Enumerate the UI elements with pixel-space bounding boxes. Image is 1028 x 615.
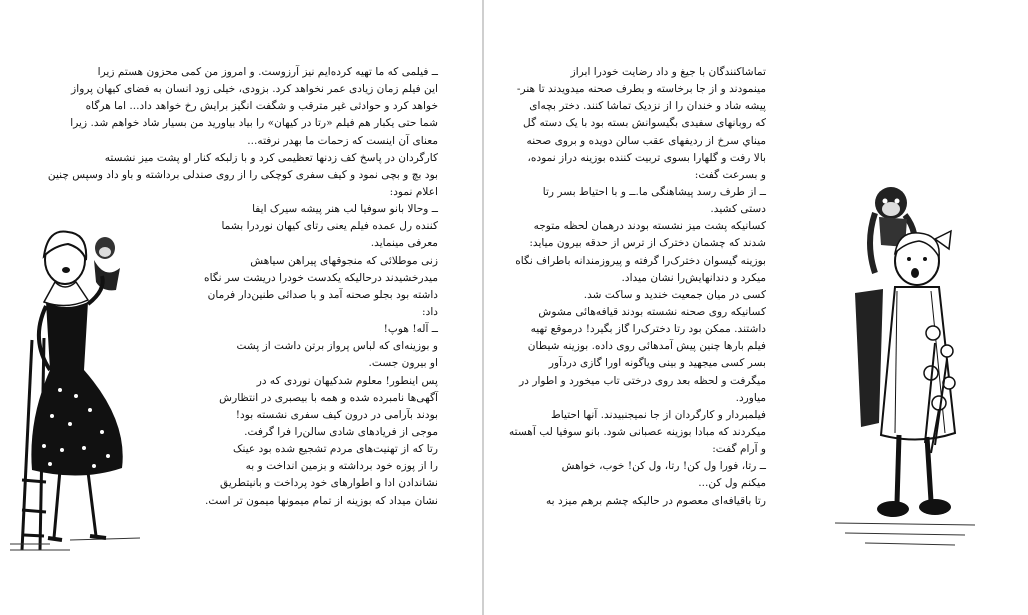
- text-line: کننده رل عمده فیلم یعنی رتای کیهان نوردرا بشما: [221, 220, 438, 233]
- text-line: نشان میداد که بوزینه از تمام میمونها میمون تر است.: [205, 494, 438, 507]
- text-line: و آرام گفت:: [712, 443, 766, 456]
- text-line: کسانیکه روی صحنه نشسته بودند قیافه‌هائی مشوش: [538, 305, 766, 318]
- text-line: نشاندادن ادا و اطوارهای خود پرداخت و بانیتطریق: [220, 477, 438, 490]
- text-line: میگرفت و لحظه بعد روی درختی تاب میخورد و اطوار در: [519, 374, 766, 387]
- text-line: ــ فیلمی که ما تهیه کرده‌ایم نیز آرزوست. و امروز من کمی محزون هستم زیرا: [97, 66, 438, 78]
- right-page-text: [508, 64, 766, 510]
- text-line: موجی از فریادهای شادی سالن‌را فرا گرفت.: [244, 425, 438, 438]
- text-line: میکردند که مبادا بوزینه عصبانی شود. بانو سوفیا لب آهسته: [508, 425, 766, 438]
- text-line: شما حتی یکبار هم فیلم «رتا در کیهان» را بیاد بیاورید من بسیار شاد خواهم شد. زیرا: [70, 117, 438, 130]
- text-line: میکنم ول کن...: [698, 477, 766, 490]
- text-line: معنای آن اینست که زحمات ما بهدر نرفته...: [247, 134, 438, 147]
- text-line: معرفی مینماید.: [370, 237, 438, 250]
- text-line: بود بچ و بچی نمود و کیف سفری کوچکی را از روی صندلی برداشته و باو داد وسپس چنین: [47, 168, 438, 181]
- text-line: را از پوزه خود برداشته و بزمین انداخت و به: [245, 460, 438, 473]
- text-line: این فیلم زمان زیادی عمر نخواهد کرد. بزودی، خیلی زود انسان به فضای کیهان پرواز: [71, 83, 438, 96]
- text-line: رتا که از تهنیت‌های مردم تشجیع شده بود عینک: [233, 443, 438, 456]
- text-line: میاورد.: [735, 391, 766, 404]
- text-line: شدند که چشمان دخترک از ترس از حدقه بیرون میاید:: [529, 237, 766, 250]
- text-line: و بسرعت گفت:: [694, 168, 766, 181]
- text-line: پس اینطور! معلوم شدکیهان نوردی که در: [256, 374, 438, 387]
- text-line: تماشاکنندگان با جیغ و داد رضایت خودرا ابراز: [570, 66, 766, 78]
- text-line: اعلام نمود:: [389, 185, 438, 198]
- text-line: کسی در میان جمعیت خندید و ساکت شد.: [583, 288, 766, 301]
- text-line: بوزینه گیسوان دخترک‌را گرفته و پیروزمندانه باطراف نگاه: [515, 254, 766, 267]
- text-line: کارگردان در پاسخ کف زدنها تعظیمی کرد و با زلبکه کنار او پشت میز نشسته: [104, 151, 438, 164]
- text-line: ــ از طرف رسد پیشاهنگی ما.ــ و با احتیاط بسر رتا: [542, 185, 766, 198]
- text-line: داشتند. ممکن بود رتا دخترک‌را گاز بگیرد! درموقع تهیه: [530, 323, 766, 336]
- text-line: کسانیکه پشت میز نشسته بودند درهمان لحظه متوجه: [533, 220, 766, 233]
- text-line: مینمودند و از جا برخاسته و بطرف صحنه میدویدند تا هنر-: [516, 83, 766, 96]
- text-line: میدرخشیدند درحالیکه یکدست خودرا دریشت سر نگاه: [204, 271, 438, 284]
- text-line: زنی موطلائی که منجوقهای پیراهن سیاهش: [250, 254, 438, 267]
- left-page: [0, 0, 484, 615]
- text-line: که روبانهای سفیدی بگیسوانش بسته بود با یک دسته گل: [523, 117, 766, 130]
- text-line: ــ رتا، فورا ول کن! رتا، ول کن! خوب، خواهش: [561, 460, 766, 473]
- text-line: بالا رفت و گلهارا بسوی تربیت کننده بوزینه دراز نموده،: [527, 151, 766, 164]
- text-line: و بوزینه‌ای که لباس پرواز برتن داشت از پشت: [236, 340, 438, 353]
- text-line: بسر کسی میجهید و بینی ویاگونه اورا گازی دردآور: [548, 357, 766, 370]
- page-gutter: [482, 0, 484, 615]
- text-line: میکرد و دندانهایش‌را نشان میداد.: [621, 271, 766, 284]
- child-with-monkey-and-flowers-illustration: [835, 183, 975, 563]
- text-line: دستی کشید.: [710, 203, 766, 216]
- woman-with-monkey-illustration: [10, 220, 140, 560]
- text-line: ــ وحالا بانو سوفیا لب هنر پیشه سیرک ایفا: [252, 203, 438, 216]
- text-line: پیشه شاد و خندان را از نزدیک تماشا کنند. دختر بچه‌ای: [529, 100, 766, 113]
- text-line: او بیرون جست.: [368, 357, 438, 370]
- text-line: فیلمبردار و کارگردان از جا نمیجنبیدند. آنها احتیاط: [551, 408, 766, 421]
- text-line: خواهد کرد و حوادثی غیر مترقب و شگفت انگیز برایش رخ خواهد داد... اما هرگاه: [85, 100, 438, 113]
- text-line: فیلم بارها چنین پیش آمدهائی روی داده. بوزینه شیطان: [527, 340, 766, 353]
- text-line: میناي سرخ از ردیفهای عقب سالن دویده و بروی صحنه: [526, 134, 766, 147]
- text-line: رتا باقیافه‌ای معصوم در حالیکه چشم برهم میزد به: [546, 494, 766, 507]
- text-line: آگهی‌ها نامبرده شده و همه با بیصبری در انتظارش: [219, 391, 438, 404]
- text-line: بودند بآرامی در درون کیف سفری نشسته بود!: [235, 408, 438, 421]
- text-line: ــ آله! هوپ!: [383, 323, 438, 336]
- text-line: داشته بود بجلو صحنه آمد و با صدائی طنین‌دار فرمان: [207, 288, 438, 301]
- text-line: داد:: [422, 305, 438, 318]
